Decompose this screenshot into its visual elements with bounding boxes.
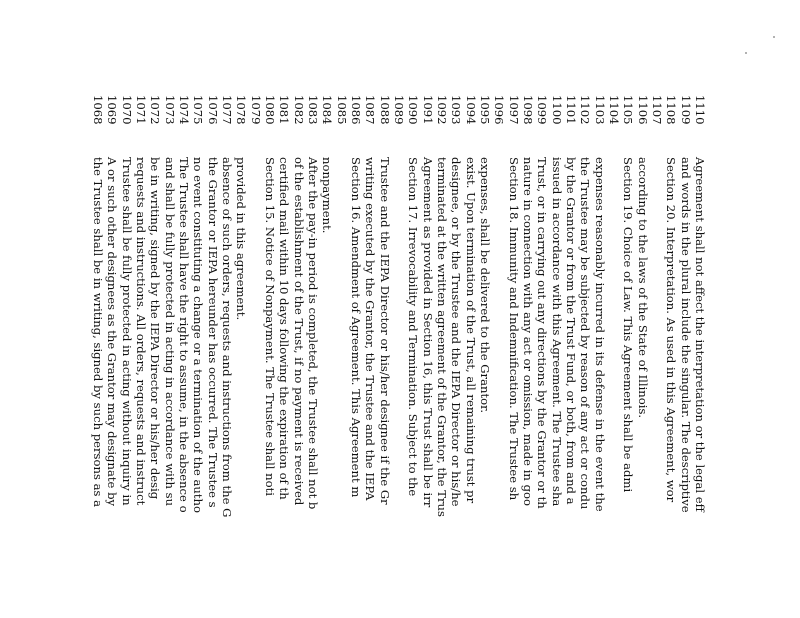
line-text: certified mail within 10 days following the expiration of th bbox=[277, 157, 292, 500]
line-number: 1080 bbox=[262, 95, 277, 125]
document-line bbox=[421, 95, 435, 618]
document-line bbox=[220, 95, 234, 618]
line-number: 1071 bbox=[134, 95, 148, 125]
document-line bbox=[263, 95, 277, 618]
document-line bbox=[478, 95, 492, 618]
line-number: 1073 bbox=[162, 95, 177, 125]
line-number: 1099 bbox=[535, 95, 550, 125]
line-number: 1090 bbox=[406, 95, 421, 125]
document-line bbox=[306, 95, 320, 618]
line-number: 1092 bbox=[434, 95, 449, 125]
line-text: nonpayment. bbox=[320, 157, 335, 234]
line-number: 1096 bbox=[492, 95, 507, 125]
document-line bbox=[349, 95, 363, 618]
line-text: absence of such orders, requests and instructions from the G bbox=[219, 157, 234, 518]
document-line bbox=[148, 95, 162, 618]
line-number: 1084 bbox=[320, 95, 335, 125]
document-line bbox=[191, 95, 205, 618]
line-number: 1106 bbox=[635, 95, 650, 125]
line-text: Trustee and the IEPA Director or his/her designee if the Gr bbox=[377, 157, 392, 505]
line-number: 1070 bbox=[119, 95, 134, 125]
line-text: Agreement as provided in Section 16, this Trust shall be irr bbox=[420, 157, 435, 508]
line-number: 1081 bbox=[277, 95, 292, 125]
document-line bbox=[363, 95, 377, 618]
line-text: Section 16. Amendment of Agreement. This Agreement m bbox=[348, 157, 363, 498]
line-text: Section 19. Choice of Law. This Agreement shall be admi bbox=[621, 157, 636, 493]
line-text: and shall be fully protected in acting in accordance with su bbox=[162, 157, 177, 507]
document-line bbox=[578, 95, 592, 618]
line-number: 1077 bbox=[219, 95, 234, 125]
document-line bbox=[406, 95, 420, 618]
line-text: After the pay-in period is completed, the Trustee shall not b bbox=[305, 157, 320, 510]
document-line bbox=[234, 95, 248, 618]
line-number: 1100 bbox=[549, 95, 564, 125]
document-line bbox=[277, 95, 291, 618]
line-text: exist. Upon termination of the Trust, all remaining trust pr bbox=[463, 157, 478, 504]
line-number: 1107 bbox=[649, 95, 664, 125]
document-line bbox=[392, 95, 406, 618]
line-text: Section 15. Notice of Nonpayment. The Trustee shall noti bbox=[262, 157, 277, 496]
line-text: Section 17. Irrevocability and Termination. Subject to the bbox=[406, 157, 421, 497]
line-number: 1076 bbox=[205, 95, 220, 125]
document-line bbox=[464, 95, 478, 618]
line-number: 1089 bbox=[391, 95, 406, 125]
line-text: The Trustee shall have the right to assume, in the absence o bbox=[176, 157, 191, 513]
line-number: 1085 bbox=[334, 95, 349, 125]
line-number: 1108 bbox=[664, 95, 679, 125]
line-number: 1088 bbox=[377, 95, 392, 125]
line-text: Trustee shall be fully protected in acting without inquiry in bbox=[119, 157, 134, 506]
line-text: according to the laws of the State of Illinois. bbox=[635, 157, 650, 419]
line-number: 1093 bbox=[449, 95, 464, 125]
line-number: 1101 bbox=[563, 95, 578, 125]
document-line bbox=[507, 95, 521, 618]
line-text: Agreement shall not affect the interpretation or the legal eff bbox=[692, 157, 707, 512]
line-number: 1091 bbox=[420, 95, 435, 125]
line-number: 1086 bbox=[348, 95, 363, 125]
line-text: the Trustee may be subjected by reason of any act or condu bbox=[578, 157, 593, 510]
document-line bbox=[292, 95, 306, 618]
document-line bbox=[535, 95, 549, 618]
document-line bbox=[105, 95, 119, 618]
line-text: by the Grantor or from the Trust Fund, or both, from and a bbox=[563, 157, 578, 505]
line-text: Section 20. Interpretation. As used in this Agreement, wor bbox=[664, 157, 679, 503]
line-text: the Grantor or IEPA hereunder has occurred. The Trustee s bbox=[205, 157, 220, 508]
line-number: 1087 bbox=[363, 95, 378, 125]
line-text: no event constituting a change or a termination of the autho bbox=[191, 157, 206, 514]
document-line bbox=[163, 95, 177, 618]
line-number: 1068 bbox=[91, 95, 105, 125]
line-number: 1074 bbox=[176, 95, 191, 125]
line-text: nature in connection with any act or omission, made in goo bbox=[520, 157, 535, 506]
line-number: 1095 bbox=[477, 95, 492, 125]
line-text: Trust, or in carrying out any directions by the Grantor or th bbox=[535, 157, 550, 509]
line-number: 1098 bbox=[520, 95, 535, 125]
document-line bbox=[664, 95, 678, 618]
document-line bbox=[378, 95, 392, 618]
document-line bbox=[120, 95, 134, 618]
line-number: 1103 bbox=[592, 95, 607, 125]
document-line bbox=[564, 95, 578, 618]
line-text: provided in this agreement. bbox=[234, 157, 249, 321]
line-number: 1079 bbox=[248, 95, 263, 125]
document-line bbox=[492, 95, 506, 618]
line-number: 1104 bbox=[606, 95, 621, 125]
document-line bbox=[607, 95, 621, 618]
document-line bbox=[134, 95, 148, 618]
line-text: expenses reasonably incurred in its defense in the event the bbox=[592, 157, 607, 512]
line-text: the Trustee shall be in writing, signed by such persons as a bbox=[91, 157, 105, 508]
line-text: writing executed by the Grantor, the Trustee and the IEPA bbox=[363, 157, 378, 501]
document-line bbox=[693, 95, 707, 618]
line-number: 1078 bbox=[234, 95, 249, 125]
document-line bbox=[593, 95, 607, 618]
document-line bbox=[249, 95, 263, 618]
line-number: 1109 bbox=[678, 95, 693, 125]
line-text: requests and instructions. All orders, requests and instruct bbox=[134, 157, 148, 506]
line-number: 1094 bbox=[463, 95, 478, 125]
document-line bbox=[91, 95, 105, 618]
line-text: A or such other designees as the Grantor may designate by bbox=[105, 157, 120, 507]
line-number: 1069 bbox=[105, 95, 120, 125]
line-number: 1072 bbox=[148, 95, 163, 125]
line-text: of the establishment of the Trust, if no payment is received bbox=[291, 157, 306, 506]
line-number: 1110 bbox=[692, 95, 707, 125]
line-text: and words in the plural include the singular. The descriptive bbox=[678, 157, 693, 513]
line-number: 1083 bbox=[305, 95, 320, 125]
document-line bbox=[679, 95, 693, 618]
document-line bbox=[621, 95, 635, 618]
document-line bbox=[320, 95, 334, 618]
document-line bbox=[636, 95, 650, 618]
document-line bbox=[335, 95, 349, 618]
document-line bbox=[521, 95, 535, 618]
line-number: 1097 bbox=[506, 95, 521, 125]
line-text: be in writing, signed by the IEPA Director or his/her desig bbox=[148, 157, 163, 500]
document-line bbox=[206, 95, 220, 618]
document-line bbox=[650, 95, 664, 618]
document-line bbox=[435, 95, 449, 618]
line-text: designee, or by the Trustee and the IEPA Director or his/he bbox=[449, 157, 464, 507]
line-number: 1102 bbox=[578, 95, 593, 125]
document-line bbox=[177, 95, 191, 618]
line-number: 1082 bbox=[291, 95, 306, 125]
line-text: issued in accordance with this Agreement. The Trustee sha bbox=[549, 157, 564, 507]
line-text: Section 18. Immunity and Indemnification. The Trustee sh bbox=[506, 157, 521, 501]
line-text: expenses, shall be delivered to the Grantor. bbox=[477, 157, 492, 414]
document-line bbox=[550, 95, 564, 618]
document-line bbox=[449, 95, 463, 618]
line-text: terminated at the written agreement of the Grantor, the Trus bbox=[434, 157, 449, 517]
line-number: 1105 bbox=[621, 95, 636, 125]
line-number: 1075 bbox=[191, 95, 206, 125]
